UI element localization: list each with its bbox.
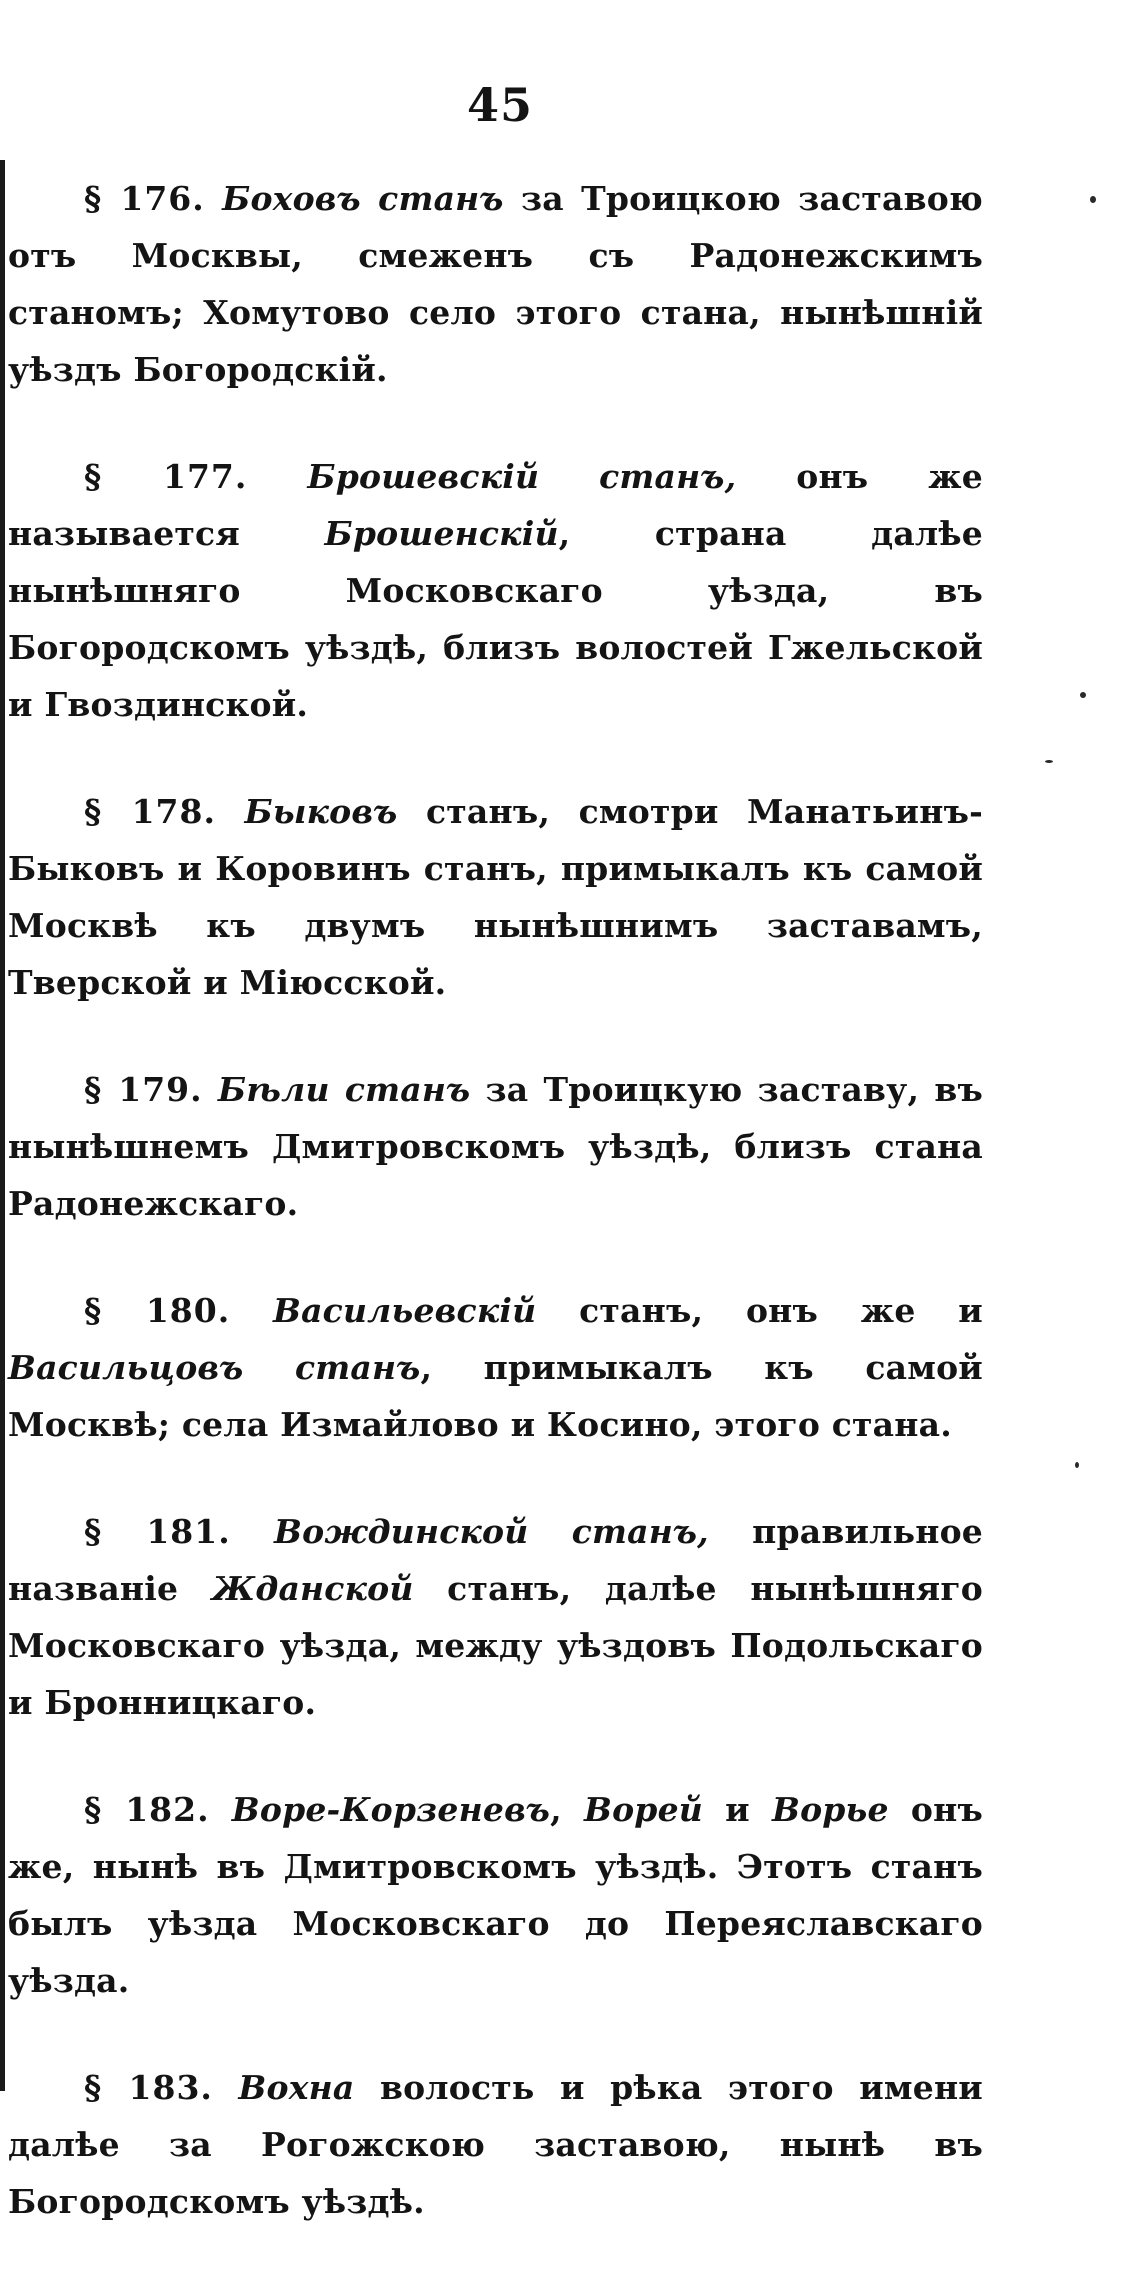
entry-term: Васильевскій — [273, 1291, 537, 1330]
entry-text: , страна далѣе нынѣшняго Московскаго уѣзда, въ Богородскомъ уѣздѣ, близъ волостей Гжельской и Гвоздинской. — [8, 514, 983, 724]
entry-term: Брошевскій станъ, — [307, 457, 737, 496]
entry — [8, 1282, 983, 1453]
print-speck — [1080, 692, 1086, 698]
entry — [8, 1781, 983, 2009]
entry-text: , примыкалъ къ самой Москвѣ; села Измайлово и Косино, этого стана. — [8, 1348, 983, 1444]
entry — [8, 2059, 983, 2230]
print-speck — [1075, 1462, 1079, 1468]
page-number: 45 — [466, 78, 533, 132]
entry — [8, 783, 983, 1011]
entry-text: , — [550, 1790, 584, 1829]
entry-term: Вохна — [238, 2068, 355, 2107]
section-number: § 179. — [84, 1070, 203, 1109]
entry-text: за Троицкою заставою отъ Москвы, смеженъ съ Радонежскимъ станомъ; Хомутово село этого стана, нынѣшній уѣздъ Богородскій. — [8, 179, 983, 389]
entry-term: Воре-Корзеневъ — [231, 1790, 551, 1829]
print-speck — [1045, 760, 1053, 763]
section-number: § 177. — [84, 457, 248, 496]
entry-term: Ворей — [584, 1790, 703, 1829]
entries-list — [8, 170, 983, 2280]
entry-term: Быковъ — [244, 792, 398, 831]
section-number: § 178. — [84, 792, 216, 831]
entry-text: онъ же, нынѣ въ Дмитровскомъ уѣздѣ. Этотъ станъ былъ уѣзда Московскаго до Переяславскаго уѣзда. — [8, 1790, 983, 2000]
entry-term: Ворье — [771, 1790, 889, 1829]
entry-text: станъ, далѣе нынѣшняго Московскаго уѣзда, между уѣздовъ Подольскаго и Бронницкаго. — [8, 1569, 983, 1722]
entry-text: волость и рѣка этого имени далѣе за Рогожскою заставою, нынѣ въ Богородскомъ уѣздѣ. — [8, 2068, 983, 2221]
entry-text: за Троицкую заставу, въ нынѣшнемъ Дмитровскомъ уѣздѣ, близъ стана Радонежскаго. — [8, 1070, 983, 1223]
entry-term: Васильцовъ станъ — [8, 1348, 421, 1387]
entry-term: Жданской — [211, 1569, 414, 1608]
entry-text: станъ, онъ же и — [536, 1291, 983, 1330]
section-number: § 183. — [84, 2068, 213, 2107]
section-number: § 181. — [84, 1512, 231, 1551]
entry — [8, 1061, 983, 1232]
page-left-edge — [0, 160, 5, 2091]
section-number: § 182. — [84, 1790, 210, 1829]
section-number: § 180. — [84, 1291, 231, 1330]
entry-text: онъ же называется — [8, 457, 983, 553]
entry-text: станъ, смотри Манатьинъ-Быковъ и Коровинъ станъ, примыкалъ къ самой Москвѣ къ двумъ нынѣшнимъ заставамъ, Тверской и Міюсской. — [8, 792, 983, 1002]
entry — [8, 1503, 983, 1731]
print-speck — [1090, 196, 1096, 203]
entry-term: Боховъ станъ — [222, 179, 504, 218]
entry — [8, 170, 983, 398]
entry-text: правильное названіе — [8, 1512, 983, 1608]
entry-text: и — [702, 1790, 772, 1829]
entry-term: Вождинской станъ, — [274, 1512, 709, 1551]
entry-term: Брошенскій — [324, 514, 559, 553]
section-number: § 176. — [84, 179, 205, 218]
entry-term: Бѣли станъ — [217, 1070, 471, 1109]
entry — [8, 448, 983, 733]
